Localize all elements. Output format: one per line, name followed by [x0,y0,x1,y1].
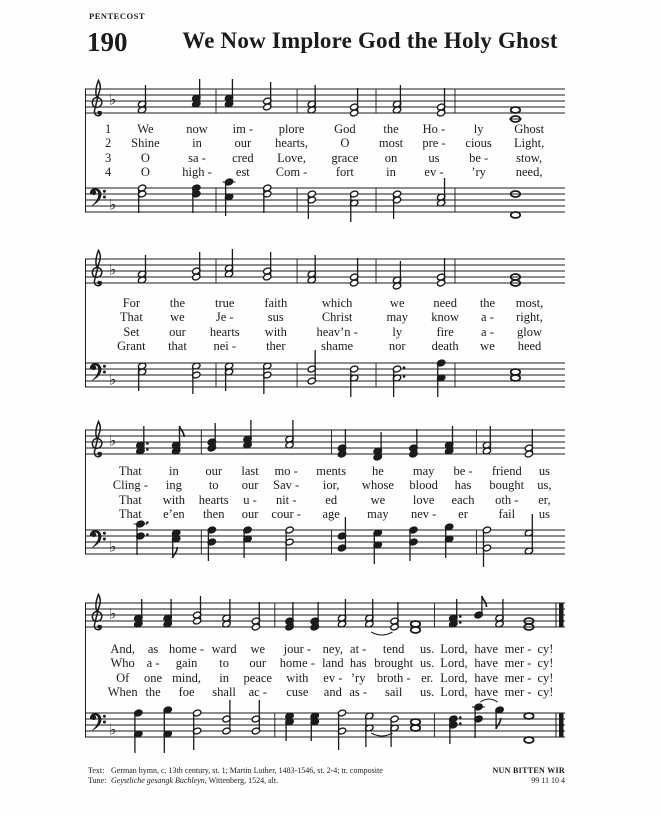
note-chord [307,350,316,385]
lyric-syllable: Grant [117,339,146,354]
note-chord [192,596,201,625]
lyric-syllable: high - [182,165,212,180]
treble-clef-icon [92,80,102,115]
lyric-syllable: a - [146,656,160,671]
note-chord [509,107,522,122]
lyric-syllable: true [215,296,235,310]
lyric-syllable: death [431,339,459,354]
note-chord [263,184,272,213]
lyric-syllable: ev - [424,165,444,180]
lyric-syllable: nor [388,339,406,354]
lyric-syllable: us. [420,656,435,671]
note-chord [285,420,294,449]
lyric-syllable: be - [453,464,473,478]
lyric-syllable: mer - [504,656,532,671]
lyric-syllable: Lord, [440,685,468,700]
lyric-syllable: friend [491,464,522,478]
system-1-bass-staff [0,170,660,230]
lyric-syllable: cy! [537,685,554,700]
lyric-syllable: ward [211,642,237,656]
note-chord [192,184,201,213]
verse-number: 1 [105,122,112,136]
flat-sign: ♭ [109,260,117,279]
flat-sign: ♭ [109,431,117,450]
lyric-syllable: fort [335,165,354,180]
system-4-left-barline [85,603,86,737]
lyric-syllable: the [169,296,186,310]
lyric-syllable: gain [175,656,198,671]
lyric-syllable: nei - [213,339,237,354]
credits [88,766,383,786]
lyric-syllable: has [454,478,472,493]
lyric-syllable: in [386,165,396,180]
lyric-syllable: home - [279,656,315,671]
lyric-syllable: mer - [504,642,532,656]
lyric-syllable: fail [498,507,516,522]
note-chord [409,429,418,458]
lyric-syllable: im - [232,122,254,136]
lyric-syllable: ly [392,324,403,339]
lyric-syllable: us [538,507,550,522]
note-chord [524,713,533,743]
lyric-syllable: Cling - [112,478,148,493]
lyric-syllable: ther [266,339,286,354]
lyric-syllable: may [367,507,389,522]
lyric-syllable: us [538,464,550,478]
system-2-treble-staff [0,241,660,301]
lyric-syllable: in [192,136,202,151]
note-chord [223,178,236,216]
note-chord [263,362,272,394]
lyric-syllable: as - [349,685,368,700]
lyric-syllable: cy! [537,670,554,685]
lyric-syllable: then [202,507,225,522]
final-barline [559,713,564,737]
lyric-syllable: Sav - [273,478,300,493]
lyric-syllable: ev - [323,670,343,685]
bass-clef-icon [90,713,106,731]
lyric-syllable: mer - [504,670,532,685]
lyric-syllable: hearts [209,324,240,339]
lyric-syllable: That [118,492,142,507]
note-chord [390,602,399,631]
lyric-syllable: to [208,478,219,493]
flat-sign: ♭ [109,90,117,109]
tune-credit-label: Tune: [88,776,107,785]
lyric-syllable: our [249,656,267,671]
system-4-bass-staff [0,695,660,755]
lyric-syllable: age [322,507,340,522]
note-chord [307,190,316,219]
lyric-syllable: in [169,464,179,478]
lyric-syllable: Com - [275,165,308,180]
lyric-syllable: oth - [495,492,519,507]
lyric-syllable: ed [325,492,338,507]
lyric-syllable: nev - [410,507,437,522]
lyric-syllable: peace [243,670,272,685]
lyric-syllable: our [241,478,259,493]
treble-clef-icon [92,250,102,285]
flat-sign: ♭ [109,604,117,623]
lyric-syllable: cour - [271,507,301,522]
lyric-syllable: Who [110,656,135,671]
lyric-syllable: we [250,642,266,656]
bass-clef-icon [90,530,106,548]
lyric-syllable: and [323,685,342,700]
lyric-syllable: jour - [283,642,312,656]
note-chord [365,599,393,635]
lyric-syllable: Lord, [440,656,468,671]
lyric-syllable: mind, [172,670,201,685]
tune-name: NUN BITTEN WIR [492,766,565,775]
system-2-bass-staff [0,345,660,405]
lyric-syllable: er. [421,670,434,685]
lyric-syllable: mer - [504,685,532,700]
lyric-syllable: Set [123,324,140,339]
lyric-syllable: When [107,685,138,700]
lyric-syllable: tend [382,642,405,656]
lyric-syllable: That [119,310,143,325]
note-chord [444,523,453,558]
lyric-syllable: We [137,122,154,136]
note-chord [134,520,149,555]
lyric-syllable: O [140,150,150,165]
lyric-syllable: pre - [422,136,446,151]
lyric-syllable: heav’n - [316,324,358,339]
system-1-left-barline [85,89,86,212]
lyric-syllable: know [431,310,460,325]
lyric-syllable: Of [116,670,130,685]
lyric-syllable: a - [481,310,494,325]
system-4-lyrics [104,642,556,700]
lyric-syllable: us. [420,642,435,656]
lyric-syllable: Lord, [440,670,468,685]
lyric-syllable: the [479,296,496,310]
lyric-syllable: e’en [163,507,185,522]
lyric-syllable: have [474,685,498,700]
note-chord [474,596,487,619]
note-chord [337,429,346,458]
lyric-syllable: as [147,642,159,656]
tune-credit-rest: Wittenberg, 1524, alt. [206,776,279,785]
note-chord [350,88,359,117]
note-chord [436,178,445,207]
lyric-syllable: cious [465,136,492,151]
lyric-syllable: the [145,685,161,700]
treble-clef-icon [92,594,102,629]
note-chord [511,274,520,286]
note-chord [263,252,272,281]
note-chord [243,420,252,449]
text-credit-label: Text: [88,766,105,775]
lyric-syllable: last [241,464,259,478]
lyric-syllable: ments [316,464,347,478]
lyric-syllable: shame [321,339,354,354]
lyric-syllable: a - [481,324,494,339]
lyric-syllable: cuse [286,685,309,700]
lyric-syllable: us [428,150,440,165]
note-chord [337,517,346,552]
note-chord [524,429,533,458]
lyric-syllable: Light, [514,136,545,151]
note-chord [310,602,319,631]
lyric-syllable: whose [361,478,394,493]
lyric-syllable: glow [517,324,542,339]
lyric-syllable: shall [212,685,236,700]
lyric-syllable: ’ry [350,670,366,685]
note-chord [224,79,233,108]
lyric-syllable: have [474,670,498,685]
lyric-syllable: ing [165,478,182,493]
lyric-syllable: our [234,136,252,151]
lyric-syllable: faith [264,296,288,310]
lyric-syllable: that [168,339,187,354]
note-chord [285,602,294,631]
lyric-syllable: may [412,464,435,478]
lyric-syllable: O [140,165,150,180]
lyric-syllable: Shine [131,136,160,151]
note-chord [222,700,231,735]
verse-number: 3 [105,150,112,165]
note-chord [192,252,201,281]
note-chord [392,190,401,219]
lyric-syllable: land [322,656,344,671]
lyric-syllable: brought [374,656,414,671]
note-chord [337,709,346,750]
note-chord [482,526,491,567]
page-title: We Now Implore God the Holy Ghost [182,28,558,53]
lyric-syllable: Ho - [422,122,446,136]
lyric-syllable: Je - [215,310,234,325]
lyric-syllable: Lord, [440,642,468,656]
lyric-syllable: Christ [321,310,353,325]
treble-clef-icon [92,421,102,456]
note-chord [511,369,520,381]
lyric-syllable: we [370,492,386,507]
lyric-syllable: which [321,296,353,310]
note-chord [411,719,420,731]
lyric-syllable: fire [436,324,454,339]
lyric-syllable: with [264,324,287,339]
flat-sign: ♭ [109,720,117,739]
note-chord [224,249,233,278]
lyric-syllable: ly [473,122,484,136]
note-chord [436,359,445,397]
lyric-syllable: we [170,310,185,325]
tune-info [420,766,565,786]
lyric-syllable: sus [267,310,284,325]
lyric-syllable: the [383,122,399,136]
system-2-left-barline [85,259,86,387]
lyric-syllable: he [372,464,384,478]
lyric-syllable: to [219,656,229,671]
lyric-syllable: has [349,656,367,671]
lyric-syllable: most [378,136,404,151]
lyric-syllable: may [386,310,408,325]
lyric-syllable: home - [169,642,205,656]
lyric-syllable: cy! [537,642,554,656]
note-chord [251,602,260,631]
lyric-syllable: our [241,507,259,522]
note-chord [192,362,201,394]
lyric-syllable: O [340,136,350,151]
lyric-syllable: need [433,296,457,310]
note-chord [365,712,393,747]
note-chord [285,526,294,561]
lyric-syllable: now [186,122,208,136]
lyric-syllable: need, [515,165,543,180]
text-credit-value: German hymn, c. 13th century, st. 1; Martin Luther, 1483-1546, st. 2-4; tr. composite [111,766,383,775]
tune-credit [88,776,383,786]
section-header: PENTECOST [89,11,145,21]
note-chord [263,82,272,111]
note-chord [409,526,418,561]
lyric-syllable: broth - [376,670,411,685]
lyric-syllable: ’ry [471,165,486,180]
lyric-syllable: foe [178,685,195,700]
note-chord [436,258,445,287]
lyric-syllable: us, [537,478,552,493]
flat-sign: ♭ [109,537,117,556]
note-chord [411,621,420,633]
lyric-syllable: our [169,324,186,339]
lyric-syllable: For [122,296,141,310]
lyric-syllable: most, [515,296,544,310]
note-chord [207,423,216,452]
final-barline [559,603,564,627]
lyric-syllable: stow, [516,150,543,165]
note-chord [251,700,260,735]
lyric-syllable: in [219,670,229,685]
tune-meter: 99 11 10 4 [531,776,565,785]
lyric-syllable: plore [278,122,305,136]
lyric-syllable: we [389,296,405,310]
lyric-syllable: we [480,339,495,354]
lyric-syllable: with [162,492,185,507]
lyric-syllable: er [458,507,468,522]
note-chord [436,88,445,117]
system-3-left-barline [85,430,86,554]
lyric-syllable: God [334,122,356,136]
lyric-syllable: be - [469,150,489,165]
system-3-bass-staff [0,512,660,572]
note-chord [192,709,201,750]
lyric-syllable: ney, [322,642,344,656]
lyric-syllable: er, [538,492,551,507]
lyric-syllable: have [474,642,498,656]
verse-number: 2 [105,136,112,151]
lyric-syllable: u - [243,492,257,507]
lyric-syllable: ior, [322,478,340,493]
lyric-syllable: blood [409,478,438,493]
note-chord [524,514,533,555]
lyric-syllable: That [118,507,142,522]
note-chord [137,184,146,213]
lyric-syllable: one [144,670,163,685]
lyric-syllable: cy! [537,656,554,671]
note-chord [192,79,201,108]
hymn-number: 190 [87,27,128,57]
lyric-syllable: each [451,492,475,507]
note-chord [350,258,359,287]
lyric-syllable: with [286,670,309,685]
lyric-syllable: sail [385,685,403,700]
system-3-treble-staff [0,412,660,472]
note-chord [472,699,498,738]
lyric-syllable: mo - [274,464,298,478]
flat-sign: ♭ [109,370,117,389]
text-credit [88,766,383,776]
note-chord [495,706,504,729]
bass-clef-icon [90,188,106,206]
lyric-syllable: And, [110,642,135,656]
system-4-treble-staff [0,585,660,645]
lyric-syllable: have [474,656,498,671]
lyric-syllable: est [235,165,250,180]
lyric-syllable: at - [350,642,367,656]
lyric-syllable: cred [232,150,254,165]
lyric-syllable: hearts [198,492,229,507]
note-chord [134,709,143,753]
bass-clef-icon [90,363,106,381]
lyric-syllable: bought [489,478,525,493]
lyric-syllable: Love, [277,150,306,165]
lyric-syllable: nit - [275,492,297,507]
note-chord [524,618,533,630]
lyric-syllable: love [412,492,435,507]
note-chord [207,526,216,561]
note-chord [373,529,382,564]
verse-number: 4 [105,165,112,180]
lyric-syllable: hearts, [275,136,309,151]
tune-credit-source: Geystliche gesangk Buchleyn, [111,776,207,785]
flat-sign: ♭ [109,195,117,214]
note-chord [511,191,520,218]
lyric-syllable: Ghost [514,122,545,136]
lyric-syllable: sa - [188,150,206,165]
lyric-syllable: us. [420,685,435,700]
lyric-syllable: our [205,464,223,478]
lyric-syllable: heed [517,339,542,354]
lyric-syllable: on [384,150,398,165]
lyric-syllable: grace [331,150,359,165]
lyric-syllable: ac - [248,685,267,700]
lyric-syllable: That [118,464,142,478]
lyric-syllable: right, [516,310,543,325]
